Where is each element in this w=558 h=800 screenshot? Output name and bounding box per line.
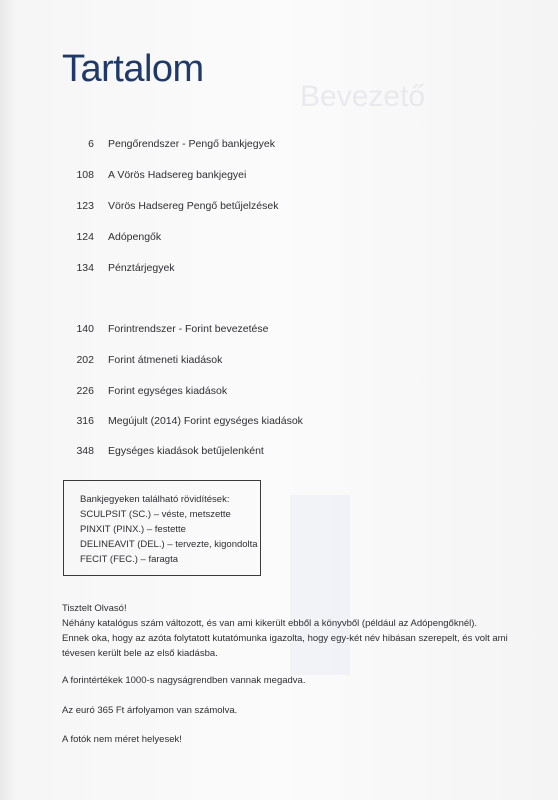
abbreviations-box — [63, 480, 261, 576]
abbreviation-item: FECIT (FEC.) – faragta — [80, 554, 179, 565]
page-title: Tartalom — [62, 48, 204, 90]
notice-line: tévesen került bele az első kiadásba. — [62, 648, 218, 659]
toc-page-number: 202 — [76, 354, 94, 366]
toc-row — [0, 262, 558, 280]
toc-row — [0, 169, 558, 187]
toc-page-number: 123 — [76, 200, 94, 212]
toc-row — [0, 354, 558, 372]
toc-entry-label: A Vörös Hadsereg bankjegyei — [108, 169, 247, 181]
abbreviations-heading: Bankjegyeken található rövidítések: — [80, 494, 230, 505]
toc-page-number: 316 — [76, 415, 94, 427]
toc-row — [0, 385, 558, 403]
abbreviation-item: DELINEAVIT (DEL.) – tervezte, kigondolta — [80, 539, 258, 550]
toc-row — [0, 138, 558, 156]
toc-entry-label: Pénztárjegyek — [108, 262, 175, 274]
abbreviation-item: SCULPSIT (SC.) – véste, metszette — [80, 509, 231, 520]
toc-entry-label: Forint átmeneti kiadások — [108, 354, 223, 366]
toc-page-number: 226 — [76, 385, 94, 397]
note-forint-values: A forintértékek 1000-s nagyságrendben vannak megadva. — [62, 675, 306, 686]
toc-page-number: 140 — [76, 323, 94, 335]
toc-entry-label: Forintrendszer - Forint bevezetése — [108, 323, 269, 335]
toc-entry-label: Adópengők — [108, 231, 162, 243]
toc-page-number: 134 — [76, 262, 94, 274]
notice-paragraph — [62, 601, 508, 661]
background-heading-bleed: Bevezető — [300, 80, 426, 113]
toc-row — [0, 445, 558, 463]
toc-row — [0, 415, 558, 433]
toc-entry-label: Vörös Hadsereg Pengő betűjelzések — [108, 200, 279, 212]
toc-entry-label: Megújult (2014) Forint egységes kiadások — [108, 415, 303, 427]
toc-entry-label: Forint egységes kiadások — [108, 385, 228, 397]
toc-entry-label: Pengőrendszer - Pengő bankjegyek — [108, 138, 275, 150]
notice-line: Ennek oka, hogy az azóta folytatott kutatómunka igazolta, hogy egy-két név hibásan szerepelt, és volt ami — [62, 633, 508, 644]
note-euro-rate: Az euró 365 Ft árfolyamon van számolva. — [62, 705, 238, 716]
toc-page-number: 348 — [76, 445, 94, 457]
toc-row — [0, 231, 558, 249]
toc-page-number: 124 — [76, 231, 94, 243]
toc-page-number: 6 — [88, 138, 94, 150]
note-photos: A fotók nem méret helyesek! — [62, 734, 182, 745]
toc-row — [0, 323, 558, 341]
toc-entry-label: Egységes kiadások betűjelenként — [108, 445, 264, 457]
toc-page-number: 108 — [76, 169, 94, 181]
notice-greeting: Tisztelt Olvasó! — [62, 603, 127, 614]
notice-line: Néhány katalógus szám változott, és van ami kikerült ebből a könyvből (például az Adópengőknél). — [62, 618, 478, 629]
abbreviation-item: PINXIT (PINX.) – festette — [80, 524, 186, 535]
toc-row — [0, 200, 558, 218]
